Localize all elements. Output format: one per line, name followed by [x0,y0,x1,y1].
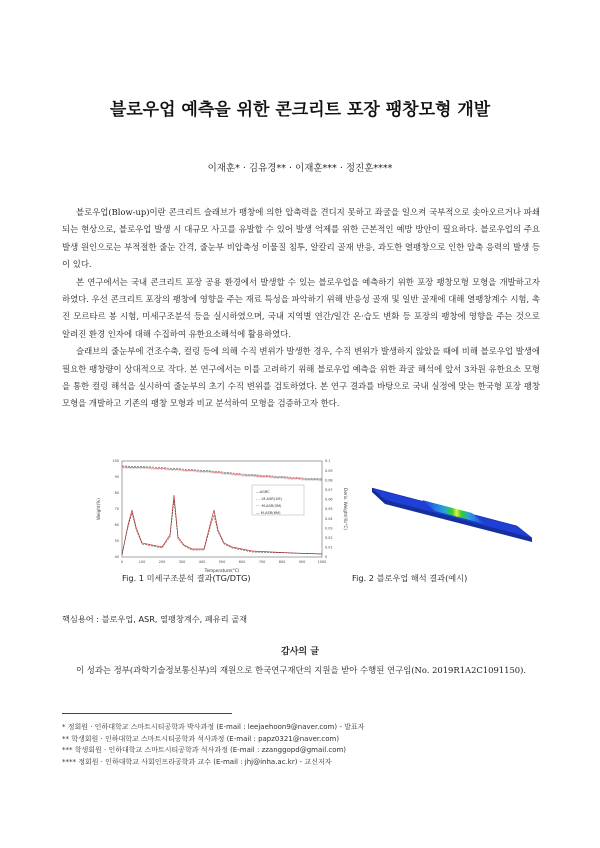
footnote-4: **** 정회원 · 인하대학교 사회인프라공학과 교수 (E-mail : jhj@inha.ac.kr) - 교신저자 [62,757,332,766]
x-tick-label: 900 [298,560,306,564]
y-left-tick-label: 60 [114,523,119,528]
y-left-tick-label: 70 [114,507,119,512]
y-left-tick-label: 40 [114,555,119,560]
y-right-tick-label: 0.08 [325,478,333,483]
abstract-body [62,204,540,413]
y-right-tick-label: 0.09 [325,468,333,473]
y-right-tick-label: 0.05 [325,507,333,512]
y-axis-label-left: Weight(%) [96,498,101,520]
footnote-2: ** 학생회원 · 인하대학교 스마트시티공학과 석사과정 (E-mail : papz0321@naver.com) [62,734,340,743]
legend-entry-1: —AGRC [256,490,270,494]
y-right-tick-label: 0 [325,555,328,560]
y-axis-label-right: Deriv. Weight(%/°C) [343,488,348,530]
x-tick-label: 800 [278,560,286,564]
paragraph-3: 슬래브의 줄눈부에 건조수축, 컬링 등에 의해 수직 변위가 발생한 경우, 수직 변위가 발생하지 않았을 때에 비해 블로우업 발생에 필요한 팽창량이 상대적으로 작다. 본 연구에서는 이를 고려하기 위해 블로우업 예측을 위한 좌굴 해석에 앞서 3차원 유한요소 모형을 통한 컬링 해석을 실시하여 줄눈부의 초기 수직 변위를 검토하였다. 본 연구 결과를 바탕으로 국내 실정에 맞는 한국형 포장 팽창 모형을 개발하고 기존의 팽창 모형과 비교 분석하여 모형을 검증하고자 한다. [62,346,540,409]
figure-area [62,450,540,590]
acknowledgement-text: 이 성과는 정부(과학기술정보통신부)의 재원으로 한국연구재단의 지원을 받아 수행된 연구임(No. 2019R1A2C1091150). [76,665,527,675]
paper-title: 블로우업 예측을 위한 콘크리트 포장 팽창모형 개발 [109,100,491,120]
footnotes [62,722,364,768]
footnote-3: *** 학생회원 · 인하대학교 스마트시티공학과 석사과정 (E-mail : zzanggopd@gmail.com) [62,746,347,754]
paragraph-1: 블로우업(Blow-up)이란 콘크리트 슬래브가 팽창에 의한 압축력을 견디지 못하고 좌굴을 일으켜 국부적으로 솟아오르거나 파쇄되는 현상으로, 블로우업 발생 시 대규모 사고를 유발할 수 있어 발생 억제를 위한 근본적인 예방 방안이 필요하다. 블로우업의 주요 발생 원인으로는 부적절한 줄눈 간격, 줄눈부 비압축성 이물질 침투, 알칼리 골재 반응, 과도한 열팽창으로 인한 압축 응력의 발생 등이 있다. [62,207,540,270]
paragraph-2: 본 연구에서는 국내 콘크리트 포장 공용 환경에서 발생할 수 있는 블로우업을 예측하기 위한 포장 팽창모형 모형을 개발하고자 하였다. 우선 콘크리트 포장의 팽창에 영향을 주는 재료 특성을 파악하기 위해 반응성 골재 및 일반 골재에 대해 열팽창계수 시험, 촉진 모르타르 봉 시험, 미세구조분석 등을 실시하였으며, 국내 지역별 연간/일간 온·습도 변화 등 포장의 팽창에 영향을 주는 것으로 알려진 환경 인자에 대해 수집하여 유한요소해석에 활용하였다. [62,276,540,339]
y-left-tick-label: 90 [114,475,119,480]
x-tick-label: 600 [238,560,246,564]
y-right-tick-label: 0.02 [325,536,333,540]
y-left-tick-label: 100 [112,459,119,464]
figure-1-caption: Fig. 1 미세구조분석 결과(TG/DTG) [122,573,251,583]
x-tick-label: 0 [120,560,124,564]
keywords: 핵심용어 : 블로우업, ASR, 열팽창계수, 폐유리 골재 [62,614,248,624]
x-tick-label: 300 [178,560,186,564]
figure-2-caption: Fig. 2 블로우업 해석 결과(예시) [352,573,468,583]
legend-entry-4: — M-ASR(6M) [256,511,281,515]
y-right-tick-label: 0.06 [325,497,333,502]
y-left-tick-label: 50 [114,539,119,544]
y-left-tick-label: 80 [114,491,119,496]
x-axis-label: Temperature(°C) [204,568,240,573]
legend-entry-2: - - -M-ASR(1M) [256,497,282,501]
author-list: 이재훈* · 김유경** · 이재훈*** · 정진훈**** [207,163,393,174]
acknowledgement-title: 감사의 글 [281,647,319,657]
x-tick-label: 700 [258,560,266,564]
x-tick-label: 100 [138,560,146,564]
x-tick-label: 400 [198,560,206,564]
y-right-tick-label: 0.03 [325,526,333,531]
x-tick-label: 500 [218,560,226,564]
x-tick-label: 1000 [317,560,327,564]
footnote-1: * 정회원 · 인하대학교 스마트시티공학과 박사과정 (E-mail : leejaehoon9@naver.com) - 발표자 [62,723,365,731]
y-right-tick-label: 0.1 [325,459,331,464]
legend-entry-3: ·····M-ASR(3M) [256,504,282,508]
footnote-divider [62,713,232,714]
y-right-tick-label: 0.07 [325,488,333,492]
tg-dtg-chart [92,455,352,575]
y-right-tick-label: 0.01 [325,545,333,550]
blowup-fe-plot [367,478,537,548]
y-right-tick-label: 0.04 [325,516,333,521]
x-tick-label: 200 [158,560,166,564]
